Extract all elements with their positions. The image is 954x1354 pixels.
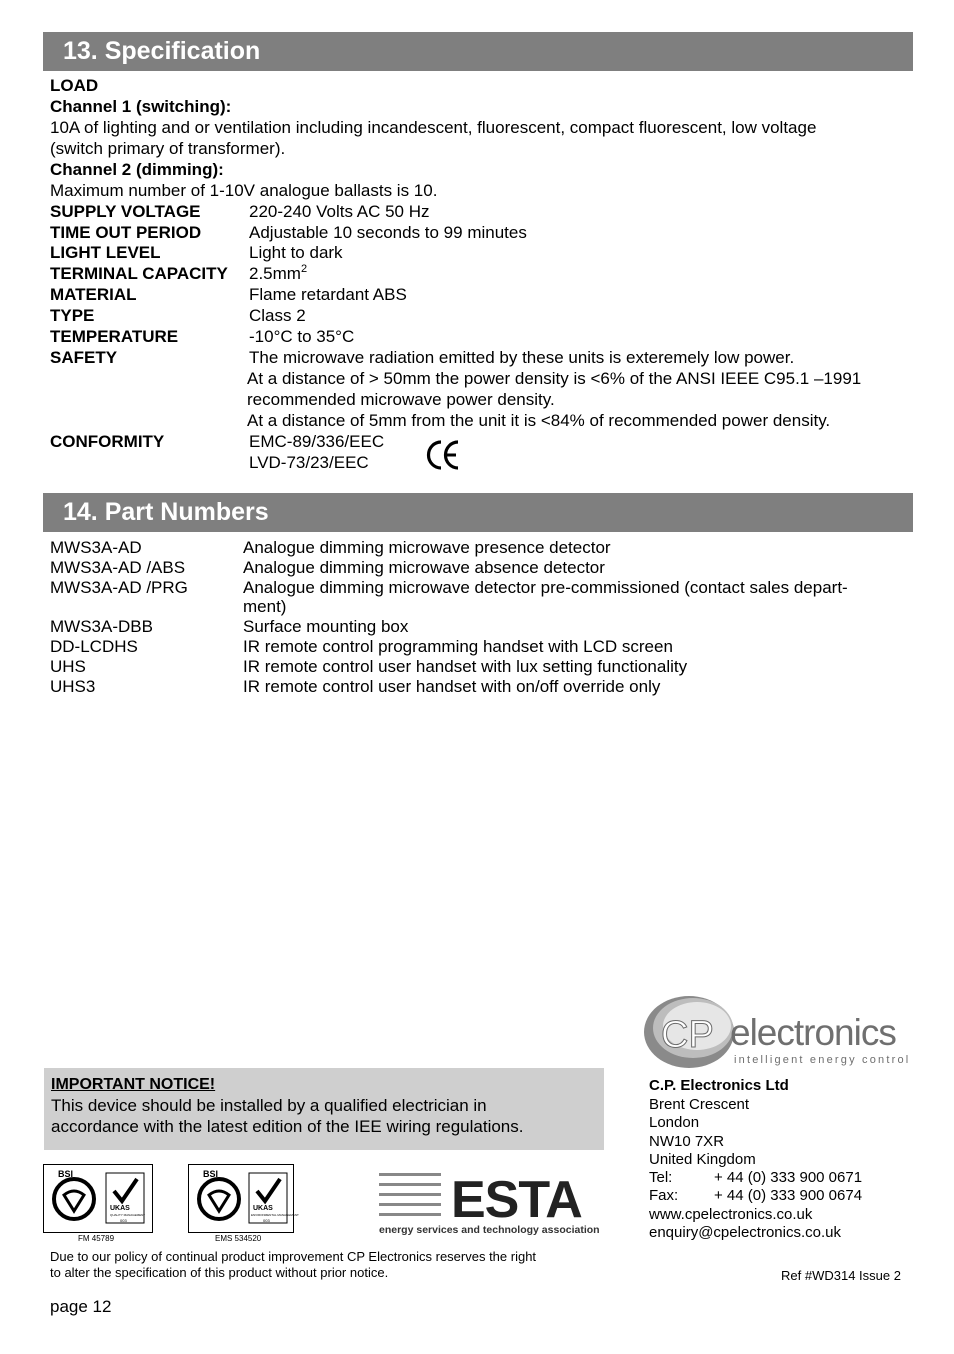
channel1-text-line2: (switch primary of transformer). — [50, 139, 286, 158]
part-desc-continued: ment) — [243, 597, 287, 616]
part-desc: IR remote control user handset with lux setting functionality — [243, 657, 688, 676]
svg-text:003: 003 — [120, 1218, 127, 1223]
fm-cert-number: FM 45789 — [78, 1234, 115, 1243]
part-code: UHS — [50, 657, 86, 676]
logo-electronics-text: electronics — [730, 1012, 896, 1053]
spec-value-conformity-emc: EMC-89/336/EEC — [249, 432, 385, 451]
address-website-link[interactable]: www.cpelectronics.co.uk — [649, 1206, 813, 1223]
part-desc: Analogue dimming microwave absence detector — [243, 558, 605, 577]
spec-value-terminal-capacity: $2.5mm^2$ — [249, 263, 308, 283]
svg-text:UKAS: UKAS — [110, 1205, 130, 1212]
esta-logo — [377, 1165, 600, 1237]
spec-label-temperature: TEMPERATURE — [50, 327, 179, 346]
part-code: MWS3A-AD /PRG — [50, 578, 188, 597]
important-notice-line1: This device should be installed by a qualified electrician in — [51, 1096, 487, 1115]
address-street: Brent Crescent — [649, 1096, 750, 1113]
address-tel-label: Tel: — [649, 1169, 673, 1186]
svg-text:QUALITY MANAGEMENT: QUALITY MANAGEMENT — [110, 1213, 146, 1217]
page-number: page 12 — [50, 1297, 112, 1316]
part-code: MWS3A-AD — [50, 538, 142, 557]
address-fax-label: Fax: — [649, 1187, 679, 1204]
channel1-heading: Channel 1 (switching): — [50, 97, 232, 116]
channel2-text: Maximum number of 1-10V analogue ballasts is 10. — [50, 181, 438, 200]
svg-text:BSI: BSI — [58, 1169, 74, 1179]
part-desc: IR remote control user handset with on/off override only — [243, 677, 661, 696]
channel1-text-line1: 10A of lighting and or ventilation including incandescent, fluorescent, compact fluorescent, low voltage — [50, 118, 817, 137]
bsi-ukas-environmental-cert-logo — [188, 1164, 299, 1233]
part-code: MWS3A-DBB — [50, 617, 153, 636]
address-email-link[interactable]: enquiry@cpelectronics.co.uk — [649, 1224, 841, 1241]
address-city: London — [649, 1114, 700, 1131]
important-notice-box — [44, 1068, 604, 1150]
bsi-ukas-quality-cert-logo — [43, 1164, 153, 1233]
spec-value-conformity-lvd: LVD-73/23/EEC — [249, 453, 369, 472]
logo-tagline-text: intelligent energy control — [734, 1054, 911, 1066]
safety-text-line3: recommended microwave power density. — [247, 390, 555, 409]
svg-text:ENVIRONMENTAL MANAGEMENT: ENVIRONMENTAL MANAGEMENT — [251, 1213, 299, 1217]
svg-text:ESTA: ESTA — [451, 1171, 582, 1229]
part-code: DD-LCDHS — [50, 637, 138, 656]
ems-cert-number: EMS 534520 — [215, 1234, 262, 1243]
part-desc: Analogue dimming microwave detector pre-commissioned (contact sales depart- — [243, 578, 848, 597]
spec-label-terminal-capacity: TERMINAL CAPACITY — [50, 264, 228, 283]
spec-value-timeout: Adjustable 10 seconds to 99 minutes — [249, 223, 527, 242]
spec-value-temperature: -10°C to 35°C — [249, 327, 355, 346]
spec-value-supply-voltage: 220-240 Volts AC 50 Hz — [249, 202, 430, 221]
spec-value-material: Flame retardant ABS — [249, 285, 407, 304]
safety-text-line4: At a distance of 5mm from the unit it is <84% of recommended power density. — [247, 411, 831, 430]
address-tel: + 44 (0) 333 900 0671 — [714, 1169, 863, 1186]
svg-text:BSI: BSI — [203, 1169, 219, 1179]
policy-text-line2: to alter the specification of this product without prior notice. — [50, 1265, 389, 1280]
safety-text-line2: At a distance of > 50mm the power density is <6% of the ANSI IEEE C95.1 –1991 — [247, 369, 862, 388]
spec-label-safety: SAFETY — [50, 348, 118, 367]
part-desc: IR remote control programming handset with LCD screen — [243, 637, 673, 656]
spec-label-supply-voltage: SUPPLY VOLTAGE — [50, 202, 201, 221]
part-code: UHS3 — [50, 677, 96, 696]
channel2-heading: Channel 2 (dimming): — [50, 160, 224, 179]
part-desc: Surface mounting box — [243, 617, 409, 636]
document-reference: Ref #WD314 Issue 2 — [781, 1268, 901, 1283]
address-fax: + 44 (0) 333 900 0674 — [714, 1187, 863, 1204]
spec-label-material: MATERIAL — [50, 285, 137, 304]
ce-mark-icon — [426, 438, 462, 472]
part-code: MWS3A-AD /ABS — [50, 558, 186, 577]
cp-electronics-logo — [643, 992, 911, 1072]
load-heading: LOAD — [50, 76, 99, 95]
address-postcode: NW10 7XR — [649, 1133, 725, 1150]
policy-text-line1: Due to our policy of continual product improvement CP Electronics reserves the right — [50, 1249, 537, 1264]
spec-value-type: Class 2 — [249, 306, 306, 325]
address-country: United Kingdom — [649, 1151, 756, 1168]
svg-text:003: 003 — [263, 1218, 270, 1223]
svg-text:UKAS: UKAS — [253, 1205, 273, 1212]
part-desc: Analogue dimming microwave presence detector — [243, 538, 611, 557]
company-name: C.P. Electronics Ltd — [649, 1077, 789, 1094]
spec-value-safety: The microwave radiation emitted by these units is exteremely low power. — [249, 348, 795, 367]
section-header-part-numbers: 14. Part Numbers — [43, 493, 913, 532]
svg-text:energy services and technology: energy services and technology association — [379, 1224, 600, 1236]
spec-value-light-level: Light to dark — [249, 243, 343, 262]
spec-label-type: TYPE — [50, 306, 95, 325]
section-header-specification: 13. Specification — [43, 32, 913, 71]
spec-label-light-level: LIGHT LEVEL — [50, 243, 161, 262]
important-notice-line2: accordance with the latest edition of the IEE wiring regulations. — [51, 1117, 524, 1136]
spec-label-conformity: CONFORMITY — [50, 432, 165, 451]
important-notice-title: IMPORTANT NOTICE! — [51, 1076, 216, 1093]
spec-label-timeout: TIME OUT PERIOD — [50, 223, 202, 242]
logo-cp-text: CP — [661, 1014, 714, 1056]
